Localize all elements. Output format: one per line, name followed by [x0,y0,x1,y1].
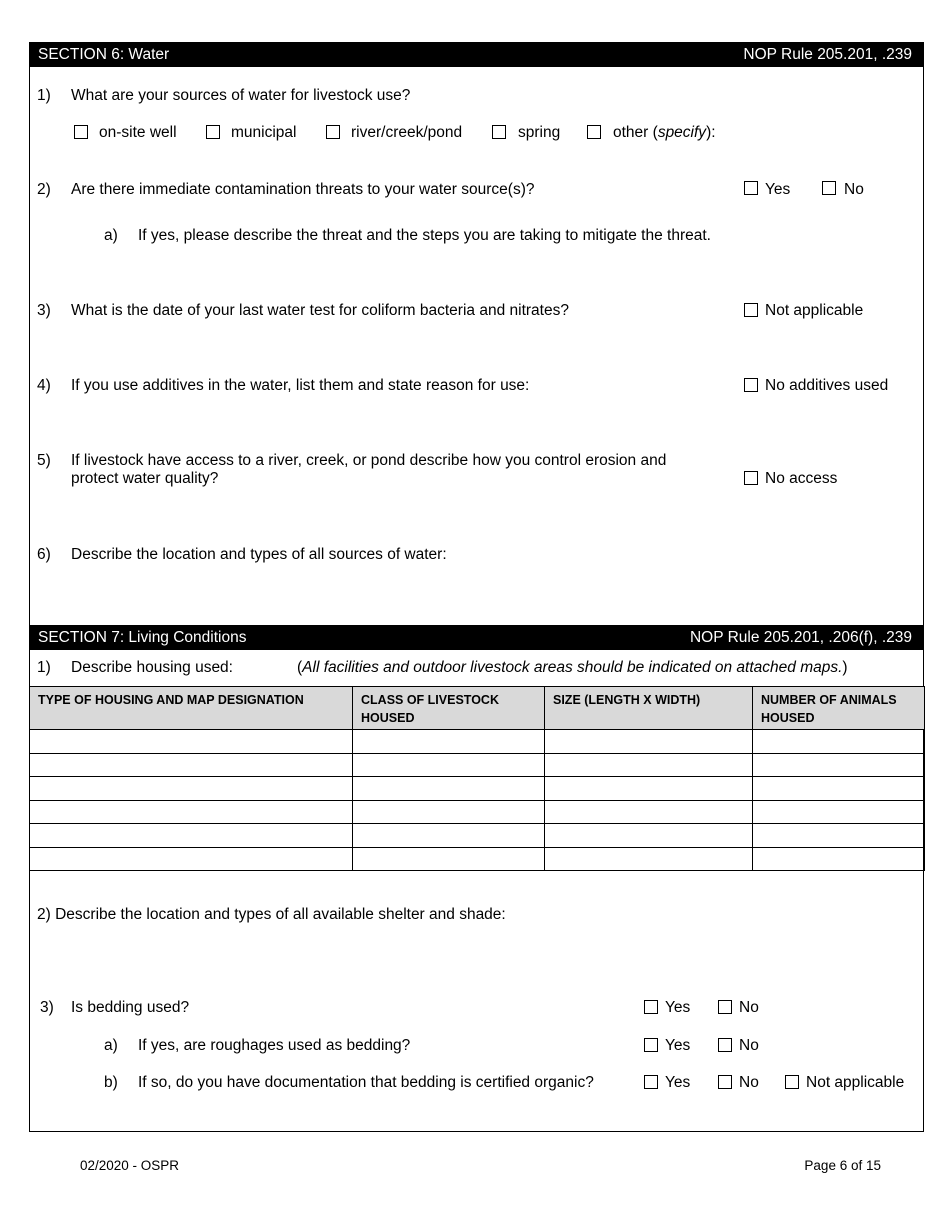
checkbox-certified-no[interactable] [718,1075,732,1089]
table-row [30,777,925,801]
table-cell[interactable] [545,847,753,871]
housing-table-header-row [30,687,925,730]
roughages-yes-label: Yes [665,1037,691,1054]
q3-text: What is the date of your last water test for coliform bacteria and nitrates? [71,302,569,319]
table-cell[interactable] [753,824,925,848]
option-on-site-well-label: on-site well [99,124,177,141]
q6-number: 6) [37,546,51,563]
q4-text: If you use additives in the water, list them and state reason for use: [71,377,530,394]
option-other-label: other (specify): [613,124,716,141]
s7-q1-text: Describe housing used: [71,659,233,676]
s7-q1-note: (All facilities and outdoor livestock areas should be indicated on attached maps.) [297,659,848,676]
q5-number: 5) [37,452,51,469]
checkbox-bedding-no[interactable] [718,1000,732,1014]
checkbox-certified-yes[interactable] [644,1075,658,1089]
checkbox-river-creek-pond[interactable] [326,125,340,139]
q2a-text: If yes, please describe the threat and the steps you are taking to mitigate the threat. [138,227,711,244]
table-cell[interactable] [353,847,545,871]
table-row [30,824,925,848]
table-cell[interactable] [30,800,353,824]
checkbox-spring[interactable] [492,125,506,139]
s7-q3a-number: a) [104,1037,118,1054]
checkbox-q2-yes[interactable] [744,181,758,195]
q2-no-label: No [844,181,864,198]
s7-q2-text: 2) Describe the location and types of all available shelter and shade: [37,906,506,923]
header-size: SIZE (LENGTH X WIDTH) [545,687,753,730]
q3-not-applicable-label: Not applicable [765,302,864,319]
table-row [30,730,925,754]
table-cell[interactable] [545,753,753,777]
s7-q3b-number: b) [104,1074,118,1091]
table-cell[interactable] [30,824,353,848]
section-6-rule: NOP Rule 205.201, .239 [743,46,912,63]
header-type-of-housing: TYPE OF HOUSING AND MAP DESIGNATION [30,687,353,730]
certified-no-label: No [739,1074,759,1091]
bedding-no-label: No [739,999,759,1016]
table-cell[interactable] [353,824,545,848]
housing-table [29,686,925,871]
q2-text: Are there immediate contamination threats to your water source(s)? [71,181,535,198]
section-7-title: SECTION 7: Living Conditions [38,629,247,646]
footer-page-number: Page 6 of 15 [804,1158,881,1173]
checkbox-no-access[interactable] [744,471,758,485]
table-cell[interactable] [545,824,753,848]
q3-number: 3) [37,302,51,319]
table-cell[interactable] [753,730,925,754]
q2a-number: a) [104,227,118,244]
checkbox-bedding-yes[interactable] [644,1000,658,1014]
checkbox-other[interactable] [587,125,601,139]
checkbox-municipal[interactable] [206,125,220,139]
table-cell[interactable] [353,777,545,801]
q6-text: Describe the location and types of all sources of water: [71,546,447,563]
header-class-of-livestock: CLASS OF LIVESTOCK HOUSED [353,687,545,730]
q1-number: 1) [37,87,51,104]
q2-number: 2) [37,181,51,198]
section-7-rule: NOP Rule 205.201, .206(f), .239 [689,629,912,646]
table-cell[interactable] [753,777,925,801]
section-6-header [29,42,924,67]
table-row [30,847,925,871]
checkbox-roughages-yes[interactable] [644,1038,658,1052]
header-number-of-animals: NUMBER OF ANIMALS HOUSED [753,687,925,730]
q4-no-additives-label: No additives used [765,377,889,394]
roughages-no-label: No [739,1037,759,1054]
table-cell[interactable] [353,753,545,777]
table-cell[interactable] [30,730,353,754]
table-cell[interactable] [353,730,545,754]
option-river-label: river/creek/pond [351,124,463,141]
section-6-title: SECTION 6: Water [38,46,170,63]
table-cell[interactable] [30,847,353,871]
q2-yes-label: Yes [765,181,791,198]
certified-yes-label: Yes [665,1074,691,1091]
checkbox-no-additives[interactable] [744,378,758,392]
table-cell[interactable] [545,777,753,801]
table-row [30,800,925,824]
q5-no-access-label: No access [765,470,838,487]
bedding-yes-label: Yes [665,999,691,1016]
table-cell[interactable] [753,800,925,824]
table-cell[interactable] [753,847,925,871]
checkbox-certified-na[interactable] [785,1075,799,1089]
q5-text-line2: protect water quality? [71,470,219,487]
s7-q3b-text: If so, do you have documentation that bedding is certified organic? [138,1074,594,1091]
q4-number: 4) [37,377,51,394]
q1-text: What are your sources of water for livestock use? [71,87,411,104]
checkbox-q2-no[interactable] [822,181,836,195]
section-6-frame [29,67,924,625]
option-spring-label: spring [518,124,561,141]
table-row [30,753,925,777]
table-cell[interactable] [353,800,545,824]
s7-q3a-text: If yes, are roughages used as bedding? [138,1037,411,1054]
table-cell[interactable] [753,753,925,777]
option-municipal-label: municipal [231,124,297,141]
s7-q3-number: 3) [40,999,54,1016]
s7-q1-number: 1) [37,659,51,676]
certified-na-label: Not applicable [806,1074,905,1091]
q5-text-line1: If livestock have access to a river, creek, or pond describe how you control erosion and [71,452,667,469]
section-7-header [29,625,924,650]
s7-q3-text: Is bedding used? [71,999,190,1016]
table-cell[interactable] [545,800,753,824]
checkbox-on-site-well[interactable] [74,125,88,139]
table-cell[interactable] [30,777,353,801]
footer-date: 02/2020 - OSPR [80,1158,180,1173]
checkbox-not-applicable[interactable] [744,303,758,317]
table-cell[interactable] [545,730,753,754]
checkbox-roughages-no[interactable] [718,1038,732,1052]
table-cell[interactable] [30,753,353,777]
